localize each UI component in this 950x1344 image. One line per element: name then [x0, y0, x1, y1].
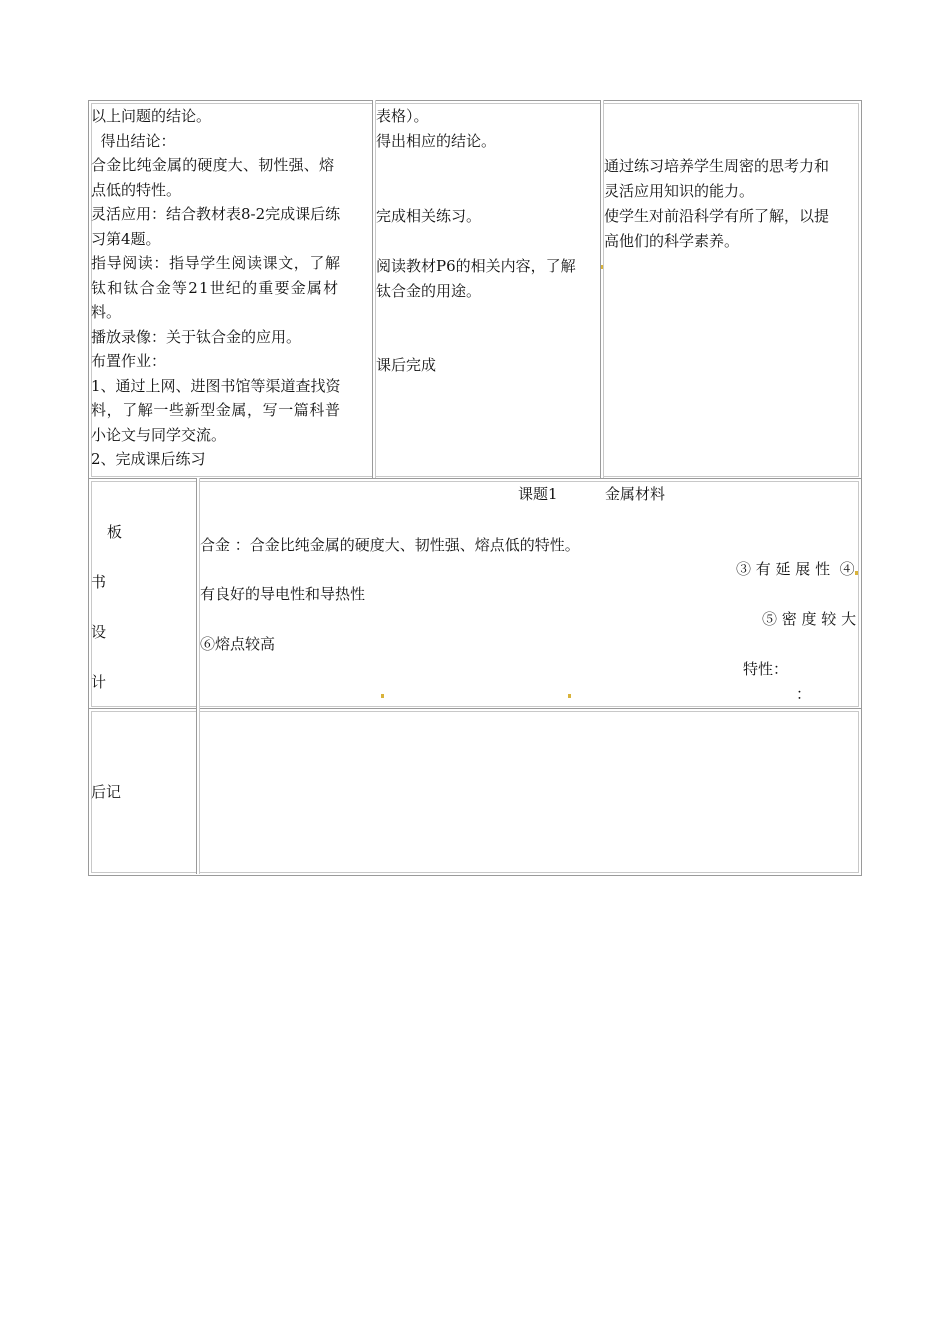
text-line: 指导阅读：指导学生阅读课文，了解: [91, 254, 341, 272]
text-line: 得出相应的结论。: [376, 132, 497, 150]
text-line: 料，了解一些新型金属，写一篇科普: [91, 401, 341, 419]
text-line: 习第4题。: [91, 229, 161, 248]
marker-dot: [855, 571, 858, 575]
text-line: 料。: [91, 303, 122, 321]
property-6: ⑥熔点较高: [200, 635, 276, 653]
text-line: 灵活应用知识的能力。: [604, 182, 755, 200]
text-line: 课后完成: [376, 356, 437, 374]
property-5: ⑤ 密 度 较 大: [762, 610, 857, 628]
postscript-label: 后记: [91, 783, 122, 801]
text-line: 布置作业：: [91, 352, 167, 370]
design-intent-cell: [604, 104, 858, 474]
table-frame-postscript: [88, 708, 862, 876]
teacher-activity-cell: [91, 104, 375, 472]
text-line: 完成相关练习。: [376, 207, 482, 225]
text-line: 小论文与同学交流。: [91, 425, 227, 444]
text-line: 通过练习培养学生周密的思考力和: [604, 157, 830, 175]
conductivity-property: 有良好的导电性和导热性: [200, 585, 366, 603]
board-design-content: [200, 482, 858, 706]
alloy-definition: 合金 ：合金比纯金属的硬度大、韧性强、熔点低的特性。: [200, 536, 580, 554]
topic-title: 金属材料: [605, 485, 666, 503]
text-line: 以上问题的结论。: [91, 107, 212, 125]
board-label-char: 设: [91, 623, 107, 641]
properties-label: 特性：: [743, 660, 789, 678]
text-line: 点低的特性。: [91, 180, 182, 199]
property-3-4: ③ 有 延 展 性 ④: [736, 560, 855, 578]
text-line: 阅读教材P6的相关内容，了解: [376, 257, 576, 275]
marker-dot: [568, 694, 571, 698]
text-line: 灵活应用：结合教材表8-2完成课后练: [91, 205, 341, 223]
text-line: 2、完成课后练习: [91, 450, 206, 468]
text-line: 钛合金的用途。: [376, 282, 482, 300]
text-line: 使学生对前沿科学有所了解，以提: [604, 207, 830, 225]
marker-dot: [381, 694, 384, 698]
topic-number: 课题1: [518, 485, 558, 503]
text-line: 合金比纯金属的硬度大、韧性强、熔: [91, 156, 335, 174]
text-line: 得出结论：: [91, 131, 176, 150]
student-activity-cell: [376, 104, 602, 474]
marker-dot: [601, 265, 603, 269]
text-line: 钛和钛合金等21世纪的重要金属材: [91, 278, 340, 297]
board-label-char: 书: [91, 573, 107, 591]
text-line: 1、通过上网、进图书馆等渠道查找资: [91, 376, 341, 395]
trailing-colon: ：: [796, 685, 812, 703]
text-line: 播放录像：关于钛合金的应用。: [91, 327, 302, 346]
board-label-char: 计: [91, 673, 107, 691]
board-label-char: 板: [107, 523, 123, 541]
text-line: 高他们的科学素养。: [604, 232, 740, 250]
divider-postscript-label: [196, 708, 200, 874]
board-design-label: [91, 482, 195, 706]
text-line: 表格）。: [376, 107, 429, 125]
